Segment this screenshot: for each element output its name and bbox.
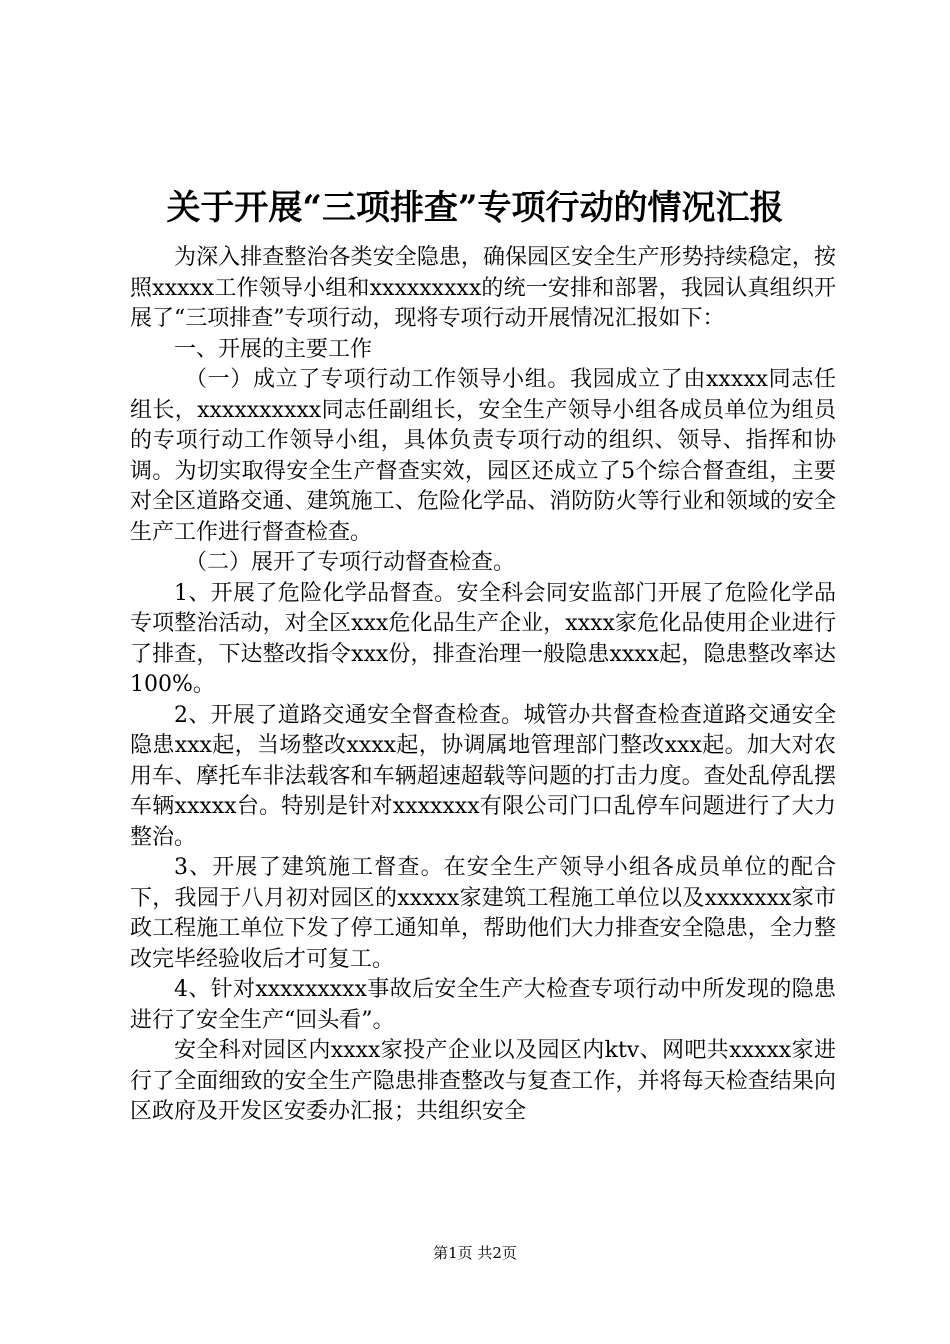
section-heading-main-work: 一、开展的主要工作 bbox=[174, 336, 373, 362]
document-title: 关于开展“三项排查”专项行动的情况汇报 bbox=[166, 188, 784, 228]
document-body bbox=[130, 243, 836, 1128]
paragraph-leading-group: （一）成立了专项行动工作领导小组。我园成立了由xxxxx同志任组长，xxxxxxxxxx同志任副组长，安全生产领导小组各成员单位为组员的专项行动工作领导小组，具体负责专项行动的组织、领导、指挥和协调。为切实取得安全生产督查实效，园区还成立了5个综合督查组，主要对全区道路交通、建筑施工、危险化学品、消防防火等行业和领域的安全生产工作进行督查检查。 bbox=[130, 367, 836, 545]
paragraph-construction: 3、开展了建筑施工督查。在安全生产领导小组各成员单位的配合下，我园于八月初对园区的xxxxx家建筑工程施工单位以及xxxxxxx家市政工程施工单位下发了停工通知单，帮助他们大力排查安全隐患，全力整改完毕经验收后才可复工。 bbox=[130, 855, 836, 972]
subheading-inspection: （二）展开了专项行动督查检查。 bbox=[185, 550, 516, 575]
paragraph-hazardous-chemicals: 1、开展了危险化学品督查。安全科会同安监部门开展了危险化学品专项整治活动，对全区xxx危化品生产企业，xxxx家危化品使用企业进行了排查，下达整改指令xxx份，排查治理一般隐患xxxx起，隐患整改率达100%。 bbox=[130, 580, 836, 697]
paragraph-road-traffic: 2、开展了道路交通安全督查检查。城管办共督查检查道路交通安全隐患xxx起，当场整改xxxx起，协调属地管理部门整改xxx起。加大对农用车、摩托车非法载客和车辆超速超载等问题的打击力度。查处乱停乱摆车辆xxxxx台。特别是针对xxxxxxx有限公司门口乱停车问题进行了大力整治。 bbox=[130, 702, 836, 850]
paragraph-review: 4、针对xxxxxxxxx事故后安全生产大检查专项行动中所发现的隐患进行了安全生产“回头看”。 bbox=[130, 977, 836, 1033]
paragraph-safety-check: 安全科对园区内xxxx家投产企业以及园区内ktv、网吧共xxxxx家进行了全面细致的安全生产隐患排查整改与复查工作，并将每天检查结果向区政府及开发区安委办汇报；共组织安全 bbox=[130, 1038, 836, 1124]
page-number-footer: 第1页 共2页 bbox=[433, 1244, 517, 1262]
paragraph-intro: 为深入排查整治各类安全隐患，确保园区安全生产形势持续稳定，按照xxxxx工作领导小组和xxxxxxxxx的统一安排和部署，我园认真组织开展了“三项排查”专项行动，现将专项行动开展情况汇报如下： bbox=[130, 245, 836, 331]
